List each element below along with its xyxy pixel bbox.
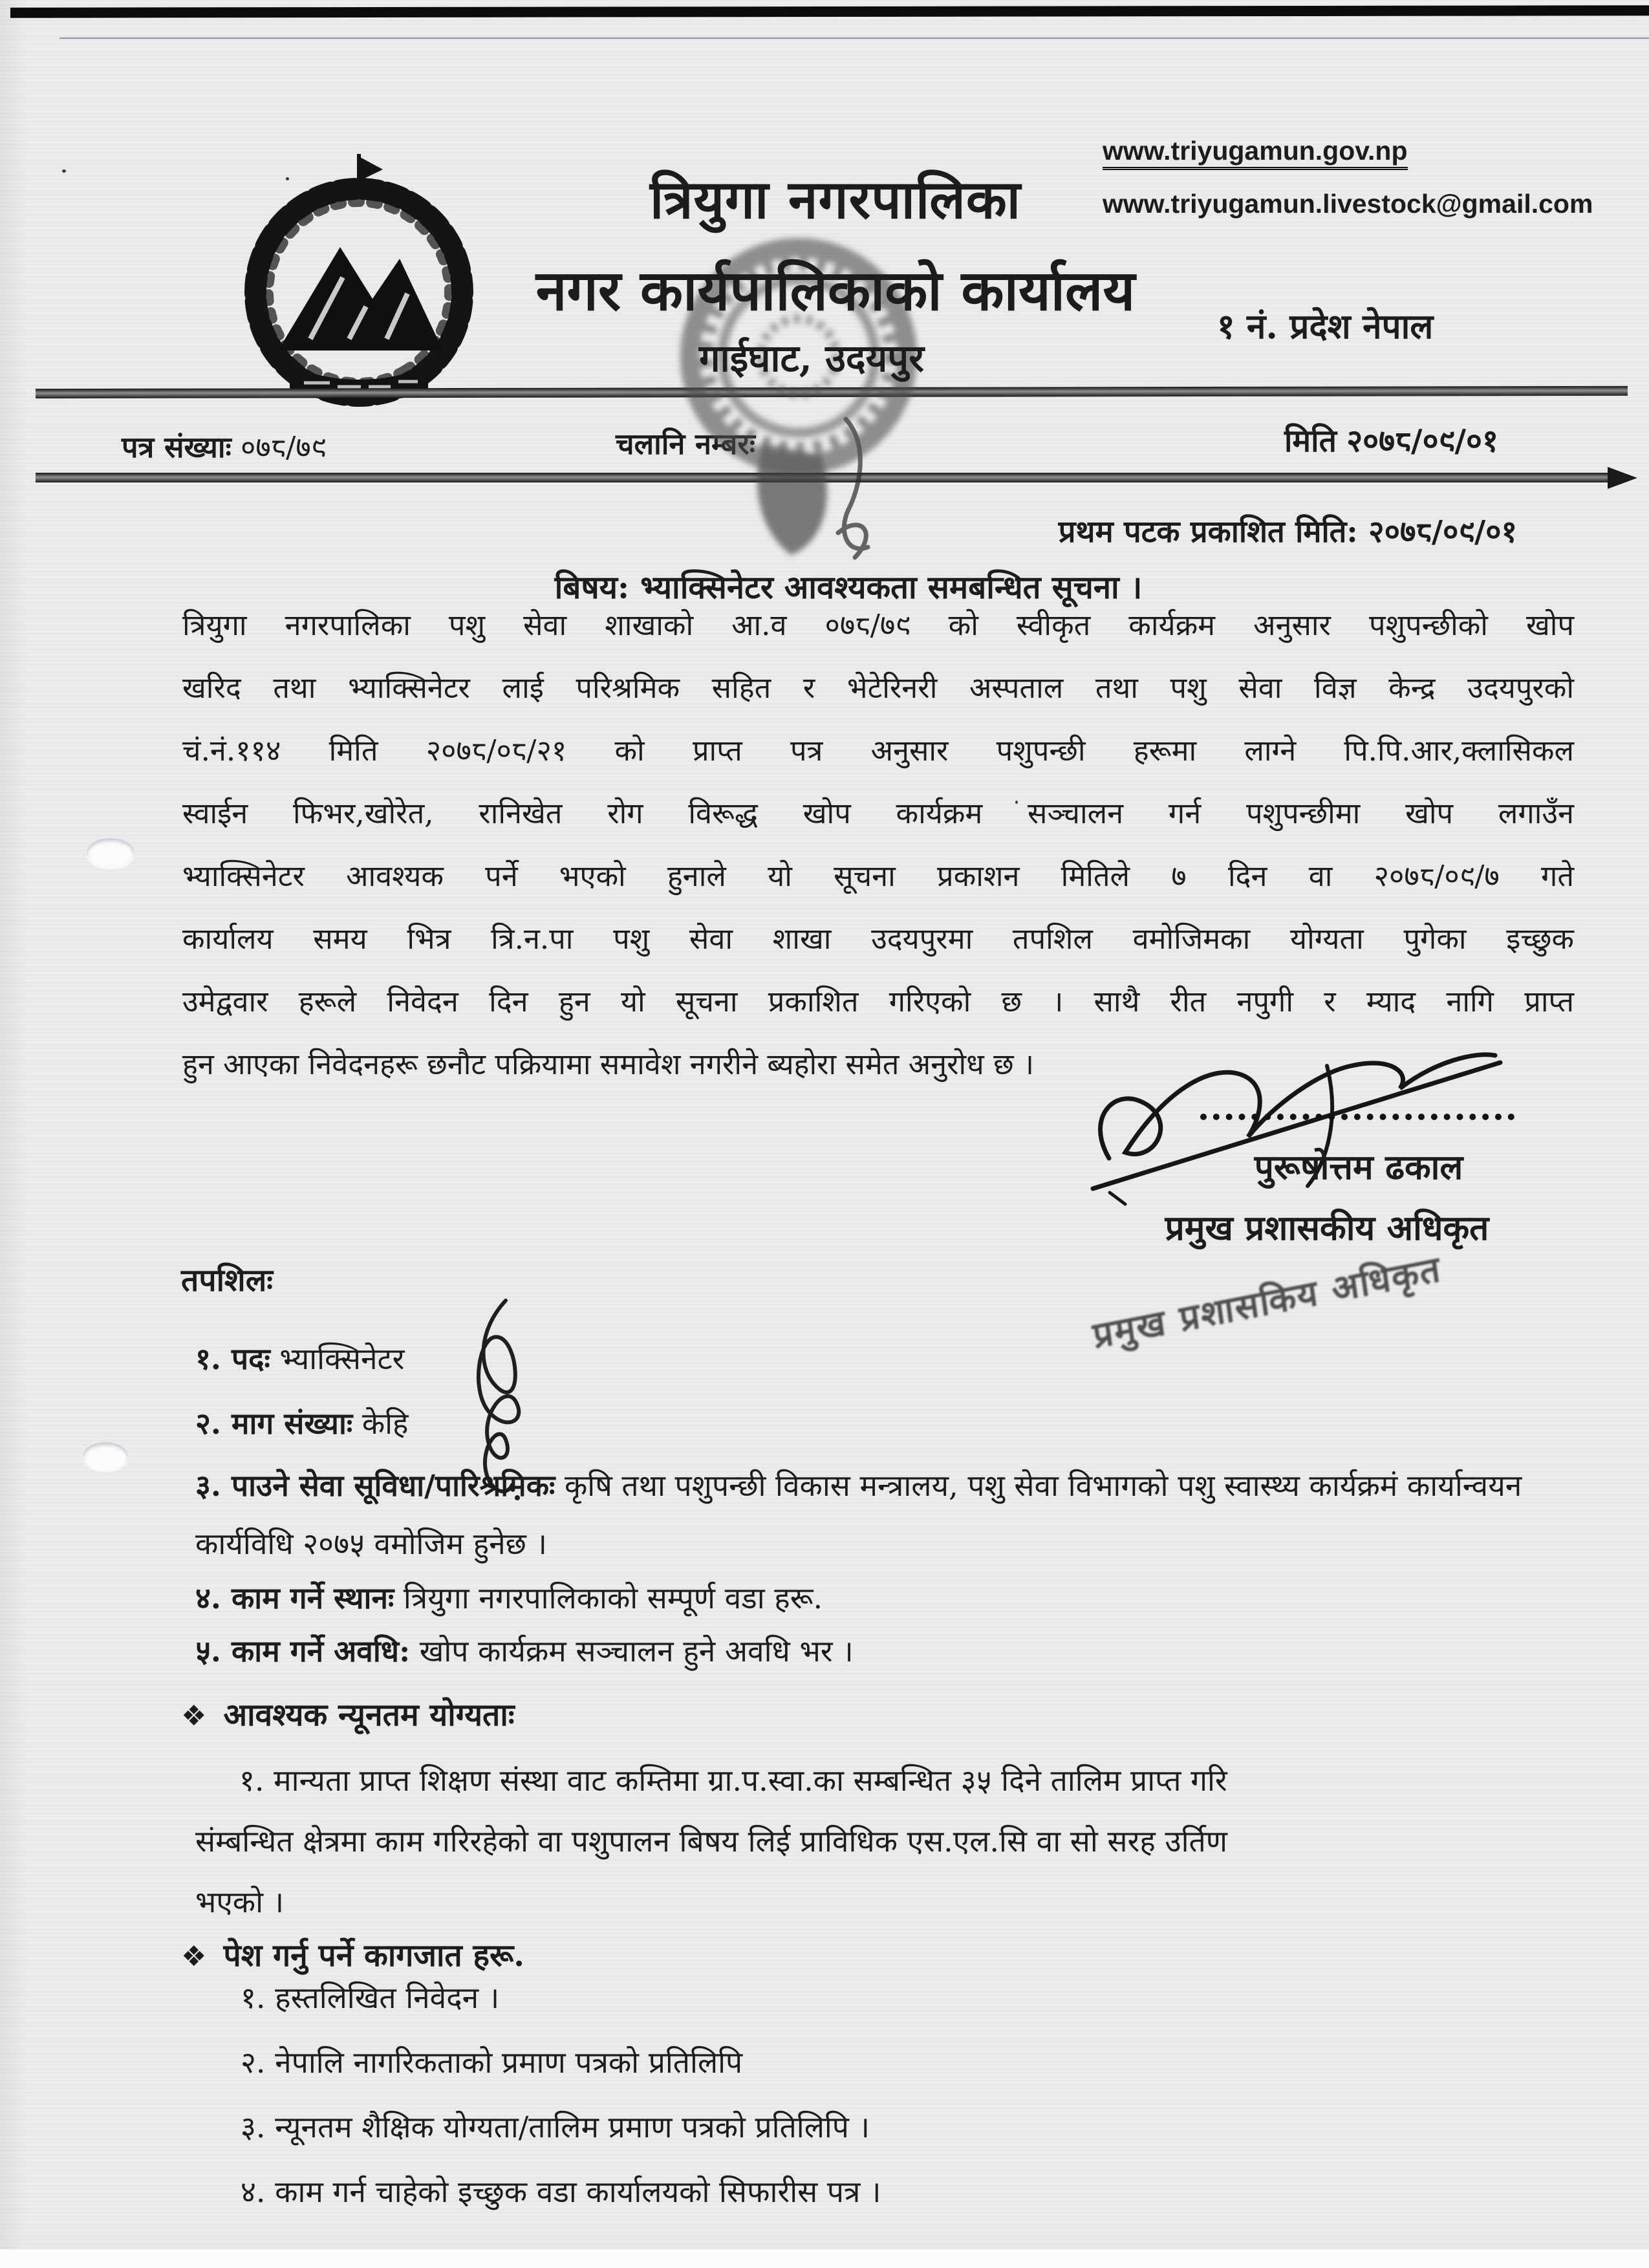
qualification-line: १. मान्यता प्राप्त शिक्षण संस्था वाट कम्तिमा ग्रा.प.स्वा.का सम्बन्धित ३५ दिने तालिम प्राप्त गरि [239,1763,1227,1798]
qualifications-heading: आवश्यक न्यूनतम योग्यताः [223,1697,515,1733]
list-item [181,1406,1588,1441]
body-line: उमेद्ववार हरूले निवेदन दिन हुन यो सूचना प्रकाशित गरिएको छ । साथै रीत नपुगी र म्याद नागि प्राप्त [182,984,1574,1019]
qualification-line: भएको । [195,1885,285,1919]
municipality-emblem-logo [213,145,504,416]
scan-bottom-edge [0,2249,1649,2268]
signature-dotted-line [1200,1076,1514,1120]
email-address: www.triyugamun.livestock@gmail.com [1103,189,1593,219]
document-item: ४. काम गर्न चाहेको इच्छुक वडा कार्यालयको सिफारीस पत्र । [241,2174,881,2209]
diamond-bullet-icon: ❖ [181,1700,207,1733]
body-line: हुन आएका निवेदनहरू छनौट पक्रियामा समावेश नगरीने ब्यहोरा समेत अनुरोध छ । [182,1047,1035,1081]
item-label: ४. काम गर्ने स्थानः [195,1581,394,1615]
item-label: ५. काम गर्ने अवधि: [195,1634,411,1669]
first-publication-date: प्रथम पटक प्रकाशित मिति: २०७८/०९/०१ [1058,514,1517,550]
letter-number-label: पत्र संख्याः [122,430,232,464]
signatory-designation: प्रमुख प्रशासकीय अधिकृत [1165,1208,1489,1248]
body-line: भ्याक्सिनेटर आवश्यक पर्ने भएको हुनाले यो सूचना प्रकाशन मितिले ७ दिन वा २०७८/०९/७ गते [182,859,1574,893]
letter-number-value: ०७८/७९ [240,430,327,464]
municipality-name: त्रियुगा नगरपालिका [649,169,1022,231]
body-line: स्वाईन फिभर,खोरेत, रानिखेत रोग विरूद्ध खोप कार्यक्रम सञ्चालन गर्न पशुपन्छीमा खोप लगाउँन [182,796,1574,830]
item-label: १. पदः [195,1341,270,1376]
dispatch-number-label: चलानि नम्बरः [616,427,755,461]
subject-line: बिषय: भ्याक्सिनेटर आवश्यकता समबन्धित सूचना । [554,568,1143,606]
item-label: ३. पाउने सेवा सूविधा/पारिश्रमिकः [195,1468,555,1503]
scan-speck [62,169,66,173]
punch-hole [83,1442,128,1471]
officer-stamp: प्रमुख प्रशासकिय अधिकृत [1090,1247,1444,1357]
qualification-line: संम्बन्धित क्षेत्रमा काम गरिरहेको वा पशुपालन बिषय लिई प्राविधिक एस.एल.सि वा सो सरह उर्तिण [195,1824,1227,1859]
qualifications-heading-row [181,1697,1588,1733]
item-text: केहि [361,1406,409,1441]
scan-edge-bar [10,5,1649,18]
item-text: कृषि तथा पशुपन्छी विकास मन्त्रालय, पशु सेवा विभागको पशु स्वास्थ्य कार्यक्रमं कार्यान्वयन कार्यविधि २०७५ वमोजिम हुनेछ । [195,1468,1522,1561]
document-item: १. हस्तलिखित निवेदन । [241,1980,500,2015]
body-line: चं.नं.११४ मिति २०७८/०८/२१ को प्राप्त पत्र अनुसार पशुपन्छी हरूमा लाग्ने पि.पि.आर,क्लासिकल [182,733,1574,768]
office-name: नगर कार्यपालिकाको कार्यालय [535,258,1136,323]
list-item [181,1581,1588,1615]
date-value: २०७८/०९/०१ [1346,423,1498,459]
body-line: खरिद तथा भ्याक्सिनेटर लाई परिश्रमिक सहित र भेटेरिनरी अस्पताल तथा पशु सेवा विज्ञ केन्द्र उदयपुरको [182,671,1574,705]
office-address: गाईघाट, उदयपुर [699,336,924,380]
punch-hole [87,838,135,868]
body-paragraph [182,594,1574,1096]
document-item: २. नेपालि नागरिकताको प्रमाण पत्रको प्रतिलिपि [241,2045,743,2080]
details-section [181,1262,1588,2239]
item-text: खोप कार्यक्रम सञ्चालन हुने अवधि भर । [419,1634,854,1669]
rule-arrowhead-icon [1608,467,1637,489]
documents-heading: पेश गर्नु पर्ने कागजात हरू. [223,1938,524,1974]
letter-date [1284,419,1498,461]
body-line: त्रियुगा नगरपालिका पशु सेवा शाखाको आ.व ०७८/७९ को स्वीकृत कार्यक्रम अनुसार पशुपन्छीको खोप [182,608,1574,642]
website-url: www.triyugamun.gov.np [1103,136,1408,170]
body-line: कार्यालय समय भित्र त्रि.न.पा पशु सेवा शाखा उदयपुरमा तपशिल वमोजिमका योग्यता पुगेका इच्छुक [182,922,1574,956]
letter-number [122,427,326,466]
item-label: २. माग संख्याः [195,1406,353,1441]
list-item [181,1456,1566,1573]
qualifications-text [181,1750,1588,1932]
date-label: मिति [1284,423,1337,459]
list-item [181,1634,1588,1669]
document-item: ३. न्यूनतम शैक्षिक योग्यता/तालिम प्रमाण पत्रको प्रतिलिपि । [241,2110,870,2144]
scan-crease-line [59,38,1649,39]
signatory-name: पुरूषोत्तम ढकाल [1254,1147,1463,1187]
diamond-bullet-icon: ❖ [181,1940,207,1973]
documents-heading-row [181,1938,1588,1974]
item-text: त्रियुगा नगरपालिकाको सम्पूर्ण वडा हरू. [403,1581,823,1615]
details-heading: तपशिलः [181,1262,273,1299]
list-item [181,1341,1588,1376]
item-text: भ्याक्सिनेटर [279,1341,405,1376]
province-label: १ नं. प्रदेश नेपाल [1217,307,1434,347]
